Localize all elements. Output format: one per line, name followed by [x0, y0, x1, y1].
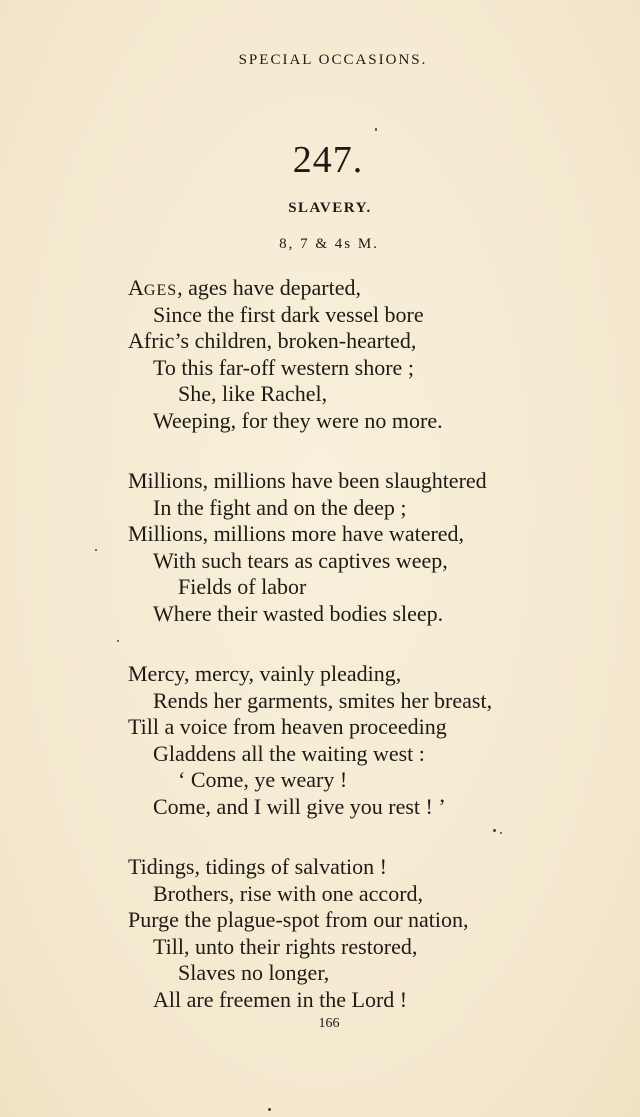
- verse-line: [128, 960, 608, 987]
- verse-line: [128, 495, 608, 522]
- verse-line: [128, 601, 608, 628]
- verse-line-text: Mercy, mercy, vainly pleading,: [128, 661, 402, 686]
- print-speck: [268, 1108, 271, 1111]
- verse-line: [128, 355, 608, 382]
- verse-line-text: Tidings, tidings of salvation !: [128, 854, 387, 879]
- print-speck: [500, 832, 502, 834]
- print-speck: [117, 640, 119, 642]
- verse-line: [128, 714, 608, 741]
- hymn-title: SLAVERY.: [288, 200, 372, 216]
- verse-line-text: , ages have departed,: [177, 275, 361, 300]
- verse-line: [128, 574, 608, 601]
- verse-line: [128, 881, 608, 908]
- verse-line-text: Since the first dark vessel bore: [153, 301, 424, 327]
- stanza: [128, 275, 608, 434]
- verse-line: [128, 468, 608, 495]
- verse-line-text: Afric’s children, broken-hearted,: [128, 328, 417, 353]
- verse-line-text: Fields of labor: [178, 574, 307, 599]
- hymn-number: 247.: [292, 139, 364, 181]
- stanza: [128, 468, 608, 627]
- print-speck: [375, 128, 377, 131]
- verse-line: [128, 767, 608, 794]
- verse-line-text: Come, and I will give you rest ! ’: [153, 793, 446, 819]
- verse-line: [128, 794, 608, 821]
- verse-line-text: With such tears as captives weep,: [153, 547, 448, 573]
- first-word-smallcaps: GES: [143, 282, 178, 299]
- verse-line: [128, 548, 608, 575]
- verse-line-text: To this far-off western shore ;: [153, 354, 414, 380]
- verse-line: [128, 381, 608, 408]
- verse-line: [128, 987, 608, 1014]
- verse-line-text: Till, unto their rights restored,: [153, 933, 418, 959]
- verse-line: [128, 302, 608, 329]
- verse-line: [128, 854, 608, 881]
- verse-line: [128, 688, 608, 715]
- verse-line-text: Purge the plague-spot from our nation,: [128, 907, 469, 932]
- stanza: [128, 854, 608, 1013]
- verse-line: [128, 328, 608, 355]
- verse-line-text: Rends her garments, smites her breast,: [153, 687, 493, 713]
- verse-line: [128, 275, 608, 302]
- verse-line-text: Where their wasted bodies sleep.: [153, 600, 444, 626]
- verse-line: [128, 521, 608, 548]
- verse-line-text: All are freemen in the Lord !: [153, 986, 408, 1012]
- stanza: [128, 661, 608, 820]
- verse-line: [128, 741, 608, 768]
- first-word-initial: A: [128, 275, 144, 300]
- verse-line-text: She, like Rachel,: [178, 381, 328, 406]
- verse-line-text: Brothers, rise with one accord,: [153, 880, 424, 906]
- verse-line-text: Slaves no longer,: [178, 960, 330, 985]
- verse-line: [128, 934, 608, 961]
- verse-line-text: Millions, millions more have watered,: [128, 521, 465, 546]
- hymn-text: [128, 275, 608, 1047]
- verse-line-text: ‘ Come, ye weary !: [178, 767, 348, 792]
- verse-line: [128, 907, 608, 934]
- print-speck: [493, 829, 496, 832]
- page-number: 166: [318, 1016, 340, 1031]
- hymn-meter: 8, 7 & 4s M.: [279, 236, 379, 252]
- verse-line-text: Gladdens all the waiting west :: [153, 740, 425, 766]
- print-speck: [95, 549, 97, 551]
- running-head: SPECIAL OCCASIONS.: [238, 52, 428, 68]
- verse-line-text: Weeping, for they were no more.: [153, 407, 443, 433]
- verse-line: [128, 661, 608, 688]
- verse-line: [128, 408, 608, 435]
- verse-line-text: Millions, millions have been slaughtered: [128, 468, 487, 493]
- verse-line-text: Till a voice from heaven proceeding: [128, 714, 447, 739]
- verse-line-text: In the fight and on the deep ;: [153, 494, 407, 520]
